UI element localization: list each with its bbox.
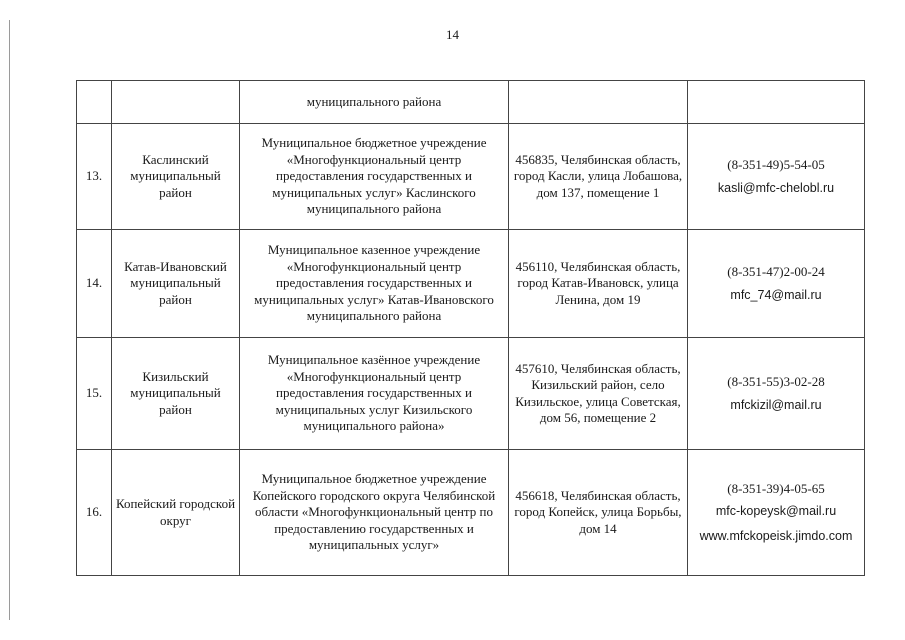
address: 457610, Челябинская область, Кизильский район, село Кизильское, улица Советская, дом 56, помещение 2 bbox=[509, 338, 688, 450]
address: 456110, Челябинская область, город Катав-Ивановск, улица Ленина, дом 19 bbox=[509, 230, 688, 338]
website-link[interactable]: www.mfckopeisk.jimdo.com bbox=[699, 528, 853, 543]
cell-number bbox=[77, 81, 112, 124]
address: 456835, Челябинская область, город Касли, улица Лобашова, дом 137, помещение 1 bbox=[509, 124, 688, 230]
contacts bbox=[688, 230, 865, 338]
phone-number: (8-351-55)3-02-28 bbox=[727, 374, 825, 389]
contacts bbox=[688, 124, 865, 230]
cell-address bbox=[509, 81, 688, 124]
contacts bbox=[688, 338, 865, 450]
mfc-directory-table bbox=[76, 80, 865, 576]
district-name: Копейский городской округ bbox=[112, 450, 240, 576]
email-address[interactable]: mfc-kopeysk@mail.ru bbox=[715, 504, 837, 518]
row-number: 14. bbox=[77, 230, 112, 338]
email-address[interactable]: mfckizil@mail.ru bbox=[730, 397, 822, 412]
district-name: Каслинский муниципальный район bbox=[112, 124, 240, 230]
organization-name: Муниципальное бюджетное учреждение Копейского городского округа Челябинской области «Многофункциональный центр по предоставлению государственных и муниципальных услуг» bbox=[240, 450, 509, 576]
table-row-continuation bbox=[77, 81, 865, 124]
address: 456618, Челябинская область, город Копейск, улица Борьбы, дом 14 bbox=[509, 450, 688, 576]
cell-contacts bbox=[688, 81, 865, 124]
phone-number: (8-351-47)2-00-24 bbox=[727, 264, 825, 279]
contacts bbox=[688, 450, 865, 576]
cell-district bbox=[112, 81, 240, 124]
table-row bbox=[77, 338, 865, 450]
organization-name: Муниципальное бюджетное учреждение «Многофункциональный центр предоставления государственных и муниципальных услуг» Каслинского муниципального района bbox=[240, 124, 509, 230]
district-name: Кизильский муниципальный район bbox=[112, 338, 240, 450]
scan-left-edge-line bbox=[9, 20, 10, 620]
table-row bbox=[77, 124, 865, 230]
page-number: 14 bbox=[446, 27, 459, 42]
cell-organization: муниципального района bbox=[240, 81, 509, 124]
district-name: Катав-Ивановский муниципальный район bbox=[112, 230, 240, 338]
email-address[interactable]: mfc_74@mail.ru bbox=[730, 287, 822, 302]
email-address[interactable]: kasli@mfc-chelobl.ru bbox=[717, 180, 835, 195]
organization-name: Муниципальное казенное учреждение «Многофункциональный центр предоставления государственных и муниципальных услуг» Катав-Ивановского муниципального района bbox=[240, 230, 509, 338]
table-row bbox=[77, 230, 865, 338]
row-number: 13. bbox=[77, 124, 112, 230]
phone-number: (8-351-49)5-54-05 bbox=[727, 157, 825, 172]
table-row bbox=[77, 450, 865, 576]
row-number: 16. bbox=[77, 450, 112, 576]
phone-number: (8-351-39)4-05-65 bbox=[727, 480, 825, 496]
organization-name: Муниципальное казённое учреждение «Многофункциональный центр предоставления государственных и муниципальных услуг Кизильского муниципального района» bbox=[240, 338, 509, 450]
row-number: 15. bbox=[77, 338, 112, 450]
